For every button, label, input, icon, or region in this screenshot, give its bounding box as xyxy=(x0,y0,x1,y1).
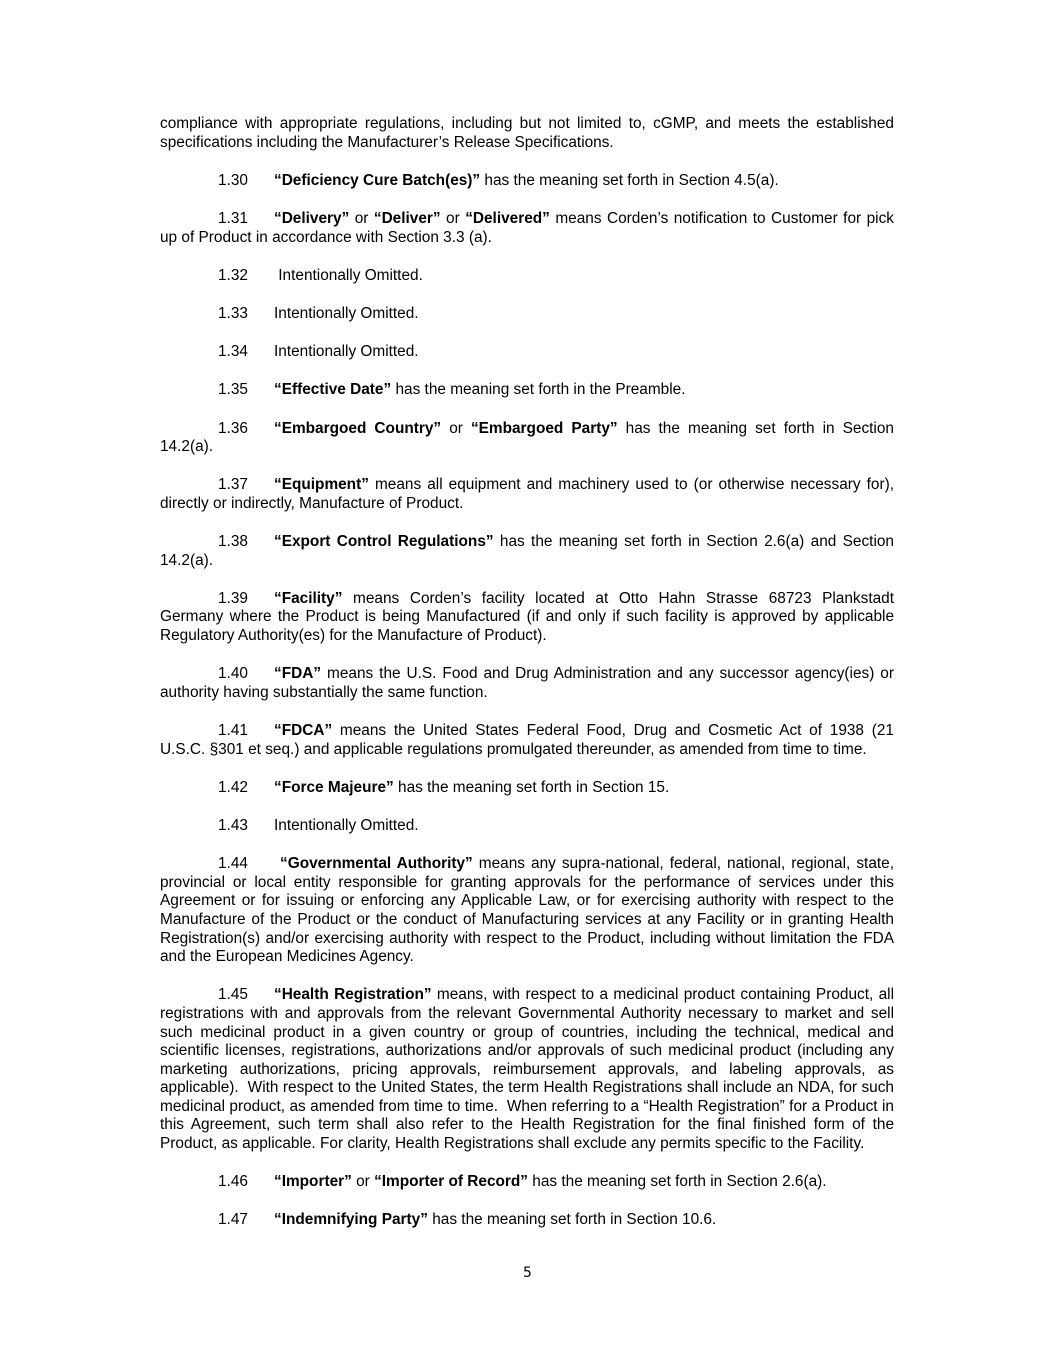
defined-term: “Delivered” xyxy=(465,209,550,227)
defined-term: “Embargoed Party” xyxy=(470,419,618,437)
defined-term: “Indemnifying Party” xyxy=(274,1211,428,1229)
definition-text: has the meaning set forth in the Preamble. xyxy=(391,381,686,399)
section-number: 1.46 xyxy=(218,1173,248,1191)
definition-paragraph xyxy=(160,267,894,286)
defined-term: “Effective Date” xyxy=(274,381,392,399)
definition-text: has the meaning set forth in Section 14.2(a). xyxy=(160,419,899,456)
defined-term: “Importer” xyxy=(274,1173,352,1191)
definition-text: or xyxy=(349,209,374,227)
defined-term: “Equipment” xyxy=(274,476,369,494)
defined-term: “Deliver” xyxy=(373,209,441,227)
defined-term: “FDA” xyxy=(274,665,322,683)
definition-text: means all equipment and machinery used to (or otherwise necessary for), directly or indirectly, Manufacture of Product. xyxy=(160,476,899,512)
section-number: 1.33 xyxy=(218,304,248,322)
defined-term: “Deficiency Cure Batch(es)” xyxy=(274,171,481,189)
section-number: 1.42 xyxy=(218,778,248,796)
definition-paragraph xyxy=(160,817,894,836)
definition-paragraph xyxy=(160,665,899,702)
definition-text: Intentionally Omitted. xyxy=(274,266,423,284)
definition-text: Intentionally Omitted. xyxy=(274,816,419,834)
section-number: 1.43 xyxy=(218,816,248,834)
defined-term: “Governmental Authority” xyxy=(274,855,473,873)
defined-term: “Force Majeure” xyxy=(274,778,394,796)
definition-text: has the meaning set forth in Section 2.6(a) and Section 14.2(a). xyxy=(160,533,899,569)
section-number: 1.35 xyxy=(218,381,248,399)
section-number: 1.31 xyxy=(218,209,248,227)
defined-term: “Importer of Record” xyxy=(374,1173,528,1191)
section-number: 1.39 xyxy=(218,589,248,607)
definition-paragraph xyxy=(160,419,899,457)
section-number: 1.30 xyxy=(218,171,248,189)
document-page xyxy=(160,115,899,1250)
definition-text: has the meaning set forth in Section 10.6. xyxy=(427,1211,717,1229)
definition-paragraph xyxy=(160,172,894,191)
definition-text: has the meaning set forth in Section 2.6(a). xyxy=(528,1173,827,1191)
page-number: 5 xyxy=(523,1265,532,1281)
definition-paragraph xyxy=(160,1173,894,1192)
definition-paragraph xyxy=(160,855,899,967)
section-number: 1.36 xyxy=(218,419,248,437)
definition-text: means Corden’s notification to Customer for pick up of Product in accordance with Section 3.3 (a). xyxy=(160,209,899,246)
definition-text: means the U.S. Food and Drug Administration and any successor agency(ies) or authority having substantially the same function. xyxy=(160,665,899,701)
section-number: 1.38 xyxy=(218,533,248,551)
defined-term: “FDCA” xyxy=(274,722,333,739)
definitions-list xyxy=(160,171,899,1230)
definition-paragraph xyxy=(160,533,899,570)
definition-text: or xyxy=(441,419,471,437)
section-number: 1.32 xyxy=(218,266,248,284)
defined-term: “Delivery” xyxy=(274,209,350,227)
section-number: 1.34 xyxy=(218,343,248,361)
definition-paragraph xyxy=(160,722,899,759)
section-number: 1.44 xyxy=(218,855,248,873)
definition-paragraph xyxy=(160,589,899,646)
definition-text: means the United States Federal Food, Drug and Cosmetic Act of 1938 (21 U.S.C. §301 et seq.) and applicable regulations promulgated thereunder, as amended from time to time. xyxy=(160,722,899,758)
section-number: 1.40 xyxy=(218,665,248,683)
defined-term: “Export Control Regulations” xyxy=(274,533,494,551)
definition-text: or xyxy=(440,209,466,227)
defined-term: “Embargoed Country” xyxy=(274,419,442,437)
defined-term: “Health Registration” xyxy=(274,986,432,1004)
definition-paragraph xyxy=(160,305,894,324)
definition-text: has the meaning set forth in Section 15. xyxy=(393,778,670,796)
definition-paragraph xyxy=(160,779,894,798)
intro-paragraph: compliance with appropriate regulations, including but not limited to, cGMP, and meets the established specifications including the Manufacturer’s Release Specifications. xyxy=(160,115,894,151)
definition-text: has the meaning set forth in Section 4.5(a). xyxy=(480,171,779,189)
definition-paragraph xyxy=(160,209,899,247)
definition-paragraph xyxy=(160,476,899,513)
definition-text: Intentionally Omitted. xyxy=(274,343,419,361)
section-number: 1.47 xyxy=(218,1211,248,1229)
definition-paragraph xyxy=(160,381,894,400)
section-number: 1.41 xyxy=(218,722,248,739)
definition-paragraph xyxy=(160,1211,894,1230)
definition-text: means, with respect to a medicinal product containing Product, all registrations with and approvals from the relevant Governmental Authority necessary to market and sell such medicinal product in a given country or group of countries, including the technical, medical and scientific licenses, registrations, authorizations and/or approvals of such medicinal product (including any marketing authorizations, pricing approvals, reimbursement approvals, and labeling approvals, as applicable). With respect to the United States, the term Health Registrations shall include an NDA, for such medicinal product, as amended from time to time. When referring to a “Health Registration” for a Product in this Agreement, such term shall also refer to the Health Registration for the final finished form of the Product, as applicable. For clarity, Health Registrations shall exclude any permits specific to the Facility. xyxy=(160,986,899,1153)
definition-text: Intentionally Omitted. xyxy=(274,304,419,322)
definition-text: or xyxy=(351,1173,375,1191)
section-number: 1.45 xyxy=(218,986,248,1004)
definition-text: means any supra-national, federal, national, regional, state, provincial or local entity responsible for granting approvals for the performance of services under this Agreement or for issuing or enforcing any Applicable Law, or for exercising authority with respect to the Manufacture of the Product or the conduct of Manufacturing services at any Facility or in granting Health Registration(s) and/or exercising authority with respect to the Product, including without limitation the FDA and the European Medicines Agency. xyxy=(160,855,899,966)
definition-text: means Corden’s facility located at Otto Hahn Strasse 68723 Plankstadt Germany where the Product is being Manufactured (if and only if such facility is approved by applicable Regulatory Authority(es) for the Manufacture of Product). xyxy=(160,589,899,645)
definition-paragraph xyxy=(160,986,899,1153)
defined-term: “Facility” xyxy=(274,589,343,607)
definition-paragraph xyxy=(160,343,894,362)
section-number: 1.37 xyxy=(218,476,248,494)
